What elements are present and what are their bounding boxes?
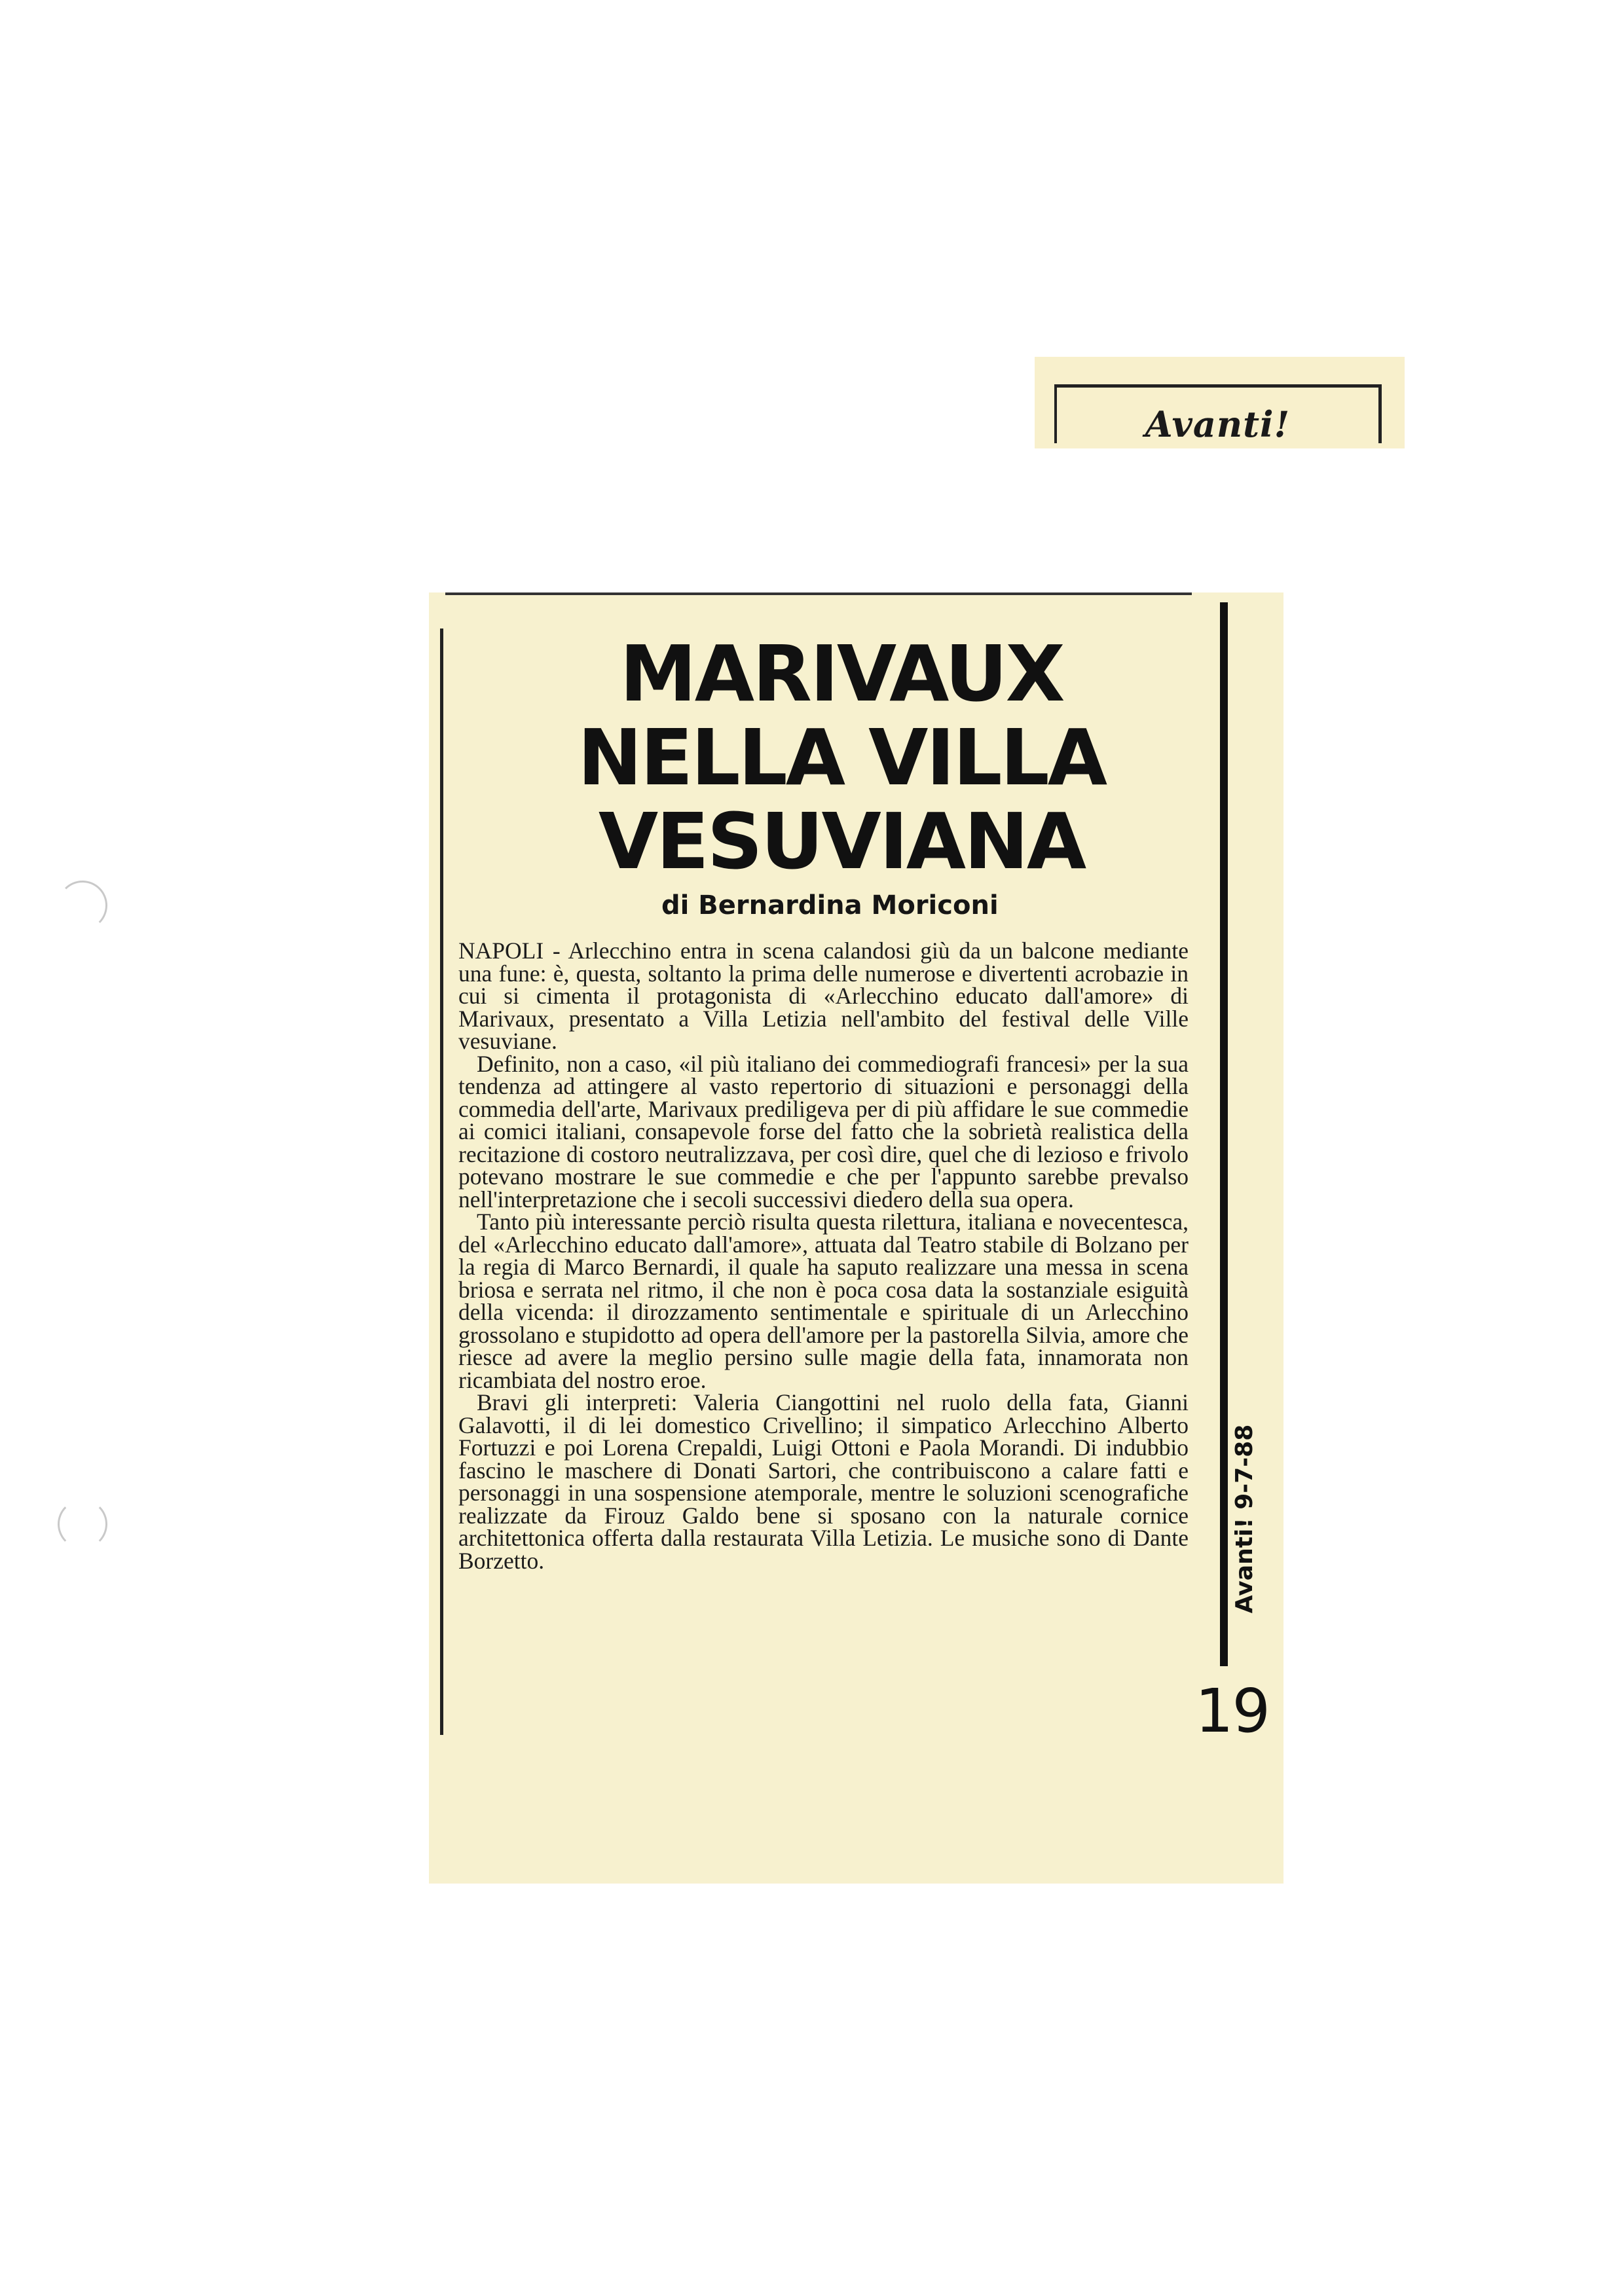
headline-line: NELLA VILLA <box>577 712 1106 803</box>
page-number: 19 <box>1195 1676 1270 1746</box>
hole-punch-mark <box>58 881 107 930</box>
masthead-frame <box>1054 384 1382 443</box>
top-rule <box>445 592 1192 595</box>
article-headline <box>475 629 1208 886</box>
article-body <box>458 939 1189 1572</box>
headline-line: MARIVAUX <box>619 629 1063 719</box>
left-rule <box>440 629 443 1735</box>
masthead-clipping <box>1035 357 1405 448</box>
paragraph: Definito, non a caso, «il più italiano dei commediografi francesi» per la sua tendenza ad attingere al vasto repertorio di situazioni e personaggi della commedia dell'arte, Marivaux prediligeva per di più affidare le sue commedie ai comici italiani, consapevole forse del fatto che la sobrietà realistica della recitazione di costoro neutralizzava, per così dire, quel che di lezioso e frivolo potevano mostrare le sue commedie e che per l'appunto sarebbe prevalso nell'interpretazione che i secoli successivi diedero della sua opera. <box>458 1050 1189 1212</box>
headline-line: VESUVIANA <box>598 796 1085 886</box>
paragraph: Tanto più interessante perciò risulta questa rilettura, italiana e novecentesca, del «Arlecchino educato dall'amore», attuata dal Teatro stabile di Bolzano per la regia di Marco Bernardi, il quale ha saputo realizzare una messa in scena briosa e serrata nel ritmo, il che non è poca cosa data la sostanziale esiguità della vicenda: il dirozzamento sentimentale e spirituale di un Arlecchino grossolano e stupidotto ad opera dell'amore per la pastorella Silvia, amore che riesce ad avere la meglio persino sulle magie della fata, innamorata non ricambiata del nostro eroe. <box>458 1209 1189 1393</box>
side-date-label: Avanti! 9-7-88 <box>1230 1424 1258 1614</box>
article-clipping <box>429 592 1283 1884</box>
paragraph: NAPOLI - Arlecchino entra in scena calandosi giù da un balcone mediante una fune: è, questa, soltanto la prima delle numerose e divertenti acrobazie in cui si cimenta il protagonista di «Arlecchino educato dall'amore» di Marivaux, presentato a Villa Letizia nell'ambito del festival delle Ville vesuviane. <box>458 938 1189 1054</box>
hole-punch-mark <box>58 1499 107 1549</box>
masthead-title: Avanti! <box>1145 403 1291 445</box>
paragraph: Bravi gli interpreti: Valeria Ciangottini nel ruolo della fata, Gianni Galavotti, il di lei domestico Crivellino; il simpatico Arlecchino Alberto Fortuzzi e poi Lorena Crepaldi, Luigi Ottoni e Paola Morandi. Di indubbio fascino le maschere di Donati Sartori, che contribuiscono a calare fatti e personaggi in una sospensione atemporale, mentre le soluzioni scenografiche realizzate da Firouz Galdo bene si sposano con la naturale cornice architettonica offerta dalla restaurata Villa Letizia. Le musiche sono di Dante Borzetto. <box>458 1389 1189 1574</box>
article-byline: di Bernardina Moriconi <box>661 890 999 920</box>
